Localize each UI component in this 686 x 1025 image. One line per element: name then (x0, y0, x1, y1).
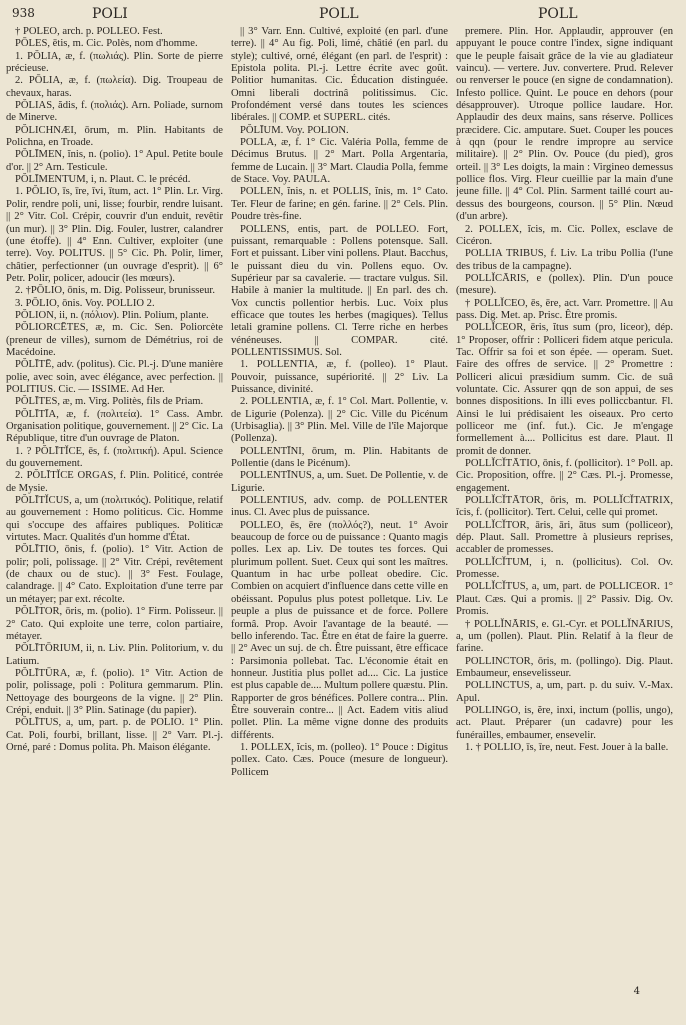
dictionary-entry: 2. PŎLĪTĬCE ORGAS, f. Plin. Politicé, contrée de Mysie. (6, 470, 223, 494)
dictionary-entry: || 3° Varr. Enn. Cultivé, exploité (en parl. d'une terre). || 4° Au fig. Poli, limé, châtié (en parl. du style); cultivé, orné, élégant (en parl. de l'esprit) : Epistola polita. Pl.-j. Lettre écrite avec goût. Politior humanitas. Cic. Éducation distinguée. Omni liberali doctrinâ politissimus. Cic. Profondément versé dans toutes les sciences libérales. || COMP. et SUPERL. cités. (231, 26, 448, 124)
dictionary-entry: POLLINCTOR, ōris, m. (pollingo). Dig. Plaut. Embaumeur, ensevelisseur. (456, 655, 673, 679)
dictionary-entry: † POLLĬNĀRIS, e. Gl.-Cyr. et POLLĬNĀRIUS, a, um (pollen). Plaut. Plin. Relatif à la fleur de farine. (456, 618, 673, 655)
dictionary-entry: POLLĬCĬTĀTIO, ōnis, f. (pollicitor). 1° Poll. ap. Cic. Proposition, offre. || 2° Cæs. Pl.-j. Promesse, engagement. (456, 458, 673, 494)
dictionary-entry: 1. † POLLIO, īs, īre, neut. Fest. Jouer à la balle. (465, 741, 669, 753)
dictionary-entry: PŎLĪUM. Voy. POLION. (240, 124, 349, 136)
dictionary-entry: 3. PŌLIO, ōnis. Voy. POLLIO 2. (15, 297, 155, 309)
column-right (456, 26, 673, 1021)
dictionary-entry: PŎLĪTOR, ōris, m. (polio). 1° Firm. Polisseur. || 2° Cato. Qui exploite une terre, colon partiaire, métayer. (6, 606, 223, 642)
dictionary-entry: PŎLĪTŪRA, æ, f. (polio). 1° Vitr. Action de polir, polissage, poli : Politura gemmarum. Plin. Nettoyage des bourgeons de la vigne. || 2° Plin. Crépi, enduit. || 3° Plin. Satinage (du papier). (6, 667, 223, 716)
dictionary-entry: 2. POLLENTIA, æ, f. 1° Col. Mart. Pollentie, v. de Ligurie (Polenza). || 2° Cic. Ville du Picénum (Urbisaglia). || 3° Plin. Mel. Ville de l'île Majorque (Pollenza). (231, 396, 448, 445)
dictionary-entry: POLLENTĪNI, ōrum, m. Plin. Habitants de Pollentie (dans le Picénum). (231, 445, 448, 470)
dictionary-entry: POLLĬCĬTĀTOR, ōris, m. POLLĬCĬTATRIX, īcis, f. (pollicitor). Tert. Celui, celle qui promet. (456, 495, 673, 519)
dictionary-entry: † POLLĬCEO, ēs, ēre, act. Varr. Promettre. || Au pass. Dig. Met. ap. Prisc. Être promis. (456, 297, 673, 321)
dictionary-entry: PŎLĪTĪA, æ, f. (πολιτεία). 1° Cass. Ambr. Organisation politique, gouvernement. || 2° Cic. La République, titre d'un ouvrage de Platon. (6, 408, 223, 445)
guide-word-right: POLL (538, 6, 578, 22)
dictionary-entry: premere. Plin. Hor. Applaudir, approuver (en appuyant le pouce contre l'index, signe indiquant que le peuple faisait grâce de la vie au gladiateur vaincu). — vertere. Juv. convertere. Prud. Relever ou renverser le pouce (en signe de condamnation). Infesto pollice. Quint. Le pouce en dehors (pour désapprouver). Utroque pollice laudare. Hor. Applaudir des deux mains, sans réserve. Pollices præcidere. Cic. amputare. Suet. Couper les pouces à qqn (pour le rendre impropre au service militaire). || 2° Plin. Ov. Pouce (du pied), gros orteil. || 3° Les doigts, la main : Virgineo demessus pollice flos. Virg. Fleur cueillie par la main d'une jeune fille. || 4° Col. Plin. Sarment taillé court au-dessus des bourgeons, courson. || 5° Plin. Nœud (d'un arbre). (456, 26, 673, 223)
dictionary-entry: POLLĬCĬTUM, i, n. (pollicitus). Col. Ov. Promesse. (456, 556, 673, 581)
dictionary-entry: † POLEO, arch. p. POLLEO. Fest. (15, 26, 163, 37)
dictionary-entry: PŎLĪTES, æ, m. Virg. Politès, fils de Priam. (15, 396, 204, 408)
dictionary-entry: POLLINGO, is, ĕre, inxi, inctum (pollis, ungo), act. Plaut. Préparer (un cadavre) pour les funérailles, embaumer, ensevelir. (456, 704, 673, 741)
dictionary-entry: POLLENS, entis, part. de POLLEO. Fort, puissant, remarquable : Pollens potensque. Sall. Fort et puissant. Liber vini pollens. Plaut. Bacchus, le puissant dieu du vin. Pollens equo. Ov. Supérieur par sa cavalerie. — tractare vulgus. Sil. Habile à manier la multitude. || En parl. des ch. Vox cunctis pollentior herbis. Luc. Voix plus efficace que toutes les herbes (magiques). Tellus letali gramine pollens. Cl. Terre riche en herbes vénéneuses. || COMPAR. cité. POLLENTISSIMUS. Sol. (231, 223, 448, 358)
dictionary-entry: 1. ? PŎLĪTĬCE, ēs, f. (πολιτική). Apul. Science du gouvernement. (6, 445, 223, 470)
columns (6, 26, 678, 1021)
dictionary-entry: POLLENTIUS, adv. comp. de POLLENTER inus. Cl. Avec plus de puissance. (231, 495, 448, 519)
dictionary-entry: POLLA, æ, f. 1° Cic. Valéria Polla, femme de Décimus Brutus. || 2° Mart. Polla Argentaria, femme de Lucain. || 3° Mart. Claudia Polla, femme de Stace. Voy. PAULA. (231, 137, 448, 186)
dictionary-entry: PŎLĪTĒ, adv. (politus). Cic. Pl.-j. D'une manière polie, avec soin, avec élégance, avec perfection. || POLITIUS. Cic. — ISSIME. Ad Her. (6, 359, 223, 395)
dictionary-entry: PŌLES, ētis, m. Cic. Polès, nom d'homme. (15, 38, 198, 50)
column-middle (231, 26, 448, 1021)
dictionary-entry: POLLĬCEOR, ēris, ĭtus sum (pro, liceor), dép. 1° Proposer, offrir : Polliceri fidem atque pericula. Tac. Offrir sa foi et son épée. — operam. Suet. Faire des offres de service. || 2° Promettre : Polliceri alicui præsidium summ. Cic. de suâ voluntate. Cic. Assurer qqn de son appui, de ses bonnes dispositions. In illi eves polliccbantur. Fl. Ainsi le lui prédisaient les oiseaux. Pro certo polliceor me (inf. fut.). Cic. Je m'engage formellement à.... Pollicitus est dare. Plaut. Il promit de donner. (456, 322, 673, 457)
footer-mark: 4 (633, 986, 640, 997)
dictionary-entry: PŎLĪTĬCUS, a, um (πολιτικός). Politique, relatif au gouvernement : Homo politicus. Cic. Homme qui s'occupe des affaires publiques. Politicæ virtutes. Macr. Qualités d'un homme d'État. (6, 495, 223, 544)
guide-word-left: POLI (92, 6, 128, 22)
guide-word-center: POLL (319, 6, 359, 22)
dictionary-entry: PŎLĪMEN, ĭnis, n. (polio). 1° Apul. Petite boule d'or. || 2° Arn. Testicule. (6, 149, 223, 173)
dictionary-entry: PŎLĪTIO, ōnis, f. (polio). 1° Vitr. Action de polir; poli, polissage. || 2° Vitr. Crépi, revêtement (de chaux ou de stuc). || 3° Fest. Foulage, calandrage. || 4° Cato. Exploitation d'une terre par un métayer; par ext. récolte. (6, 544, 223, 605)
dictionary-entry: 1. PŎLIO, īs, īre, īvi, ītum, act. 1° Plin. Lr. Virg. Polir, rendre poli, uni, lisse; fourbir, rendre luisant. || 2° Vitr. Col. Crépir, couvrir d'un enduit, revêtir (un mur). || 3° Plin. Dig. Fouler, lustrer, calandrer (une étoffe). || 4° Enn. Cultiver, exploiter (une terre). Voy. POLITUS. || 5° Cic. Ph. Polir, limer, châtier, perfectionner (un ouvrage d'esprit). || 6° Petr. Polir, policer, adoucir (les mœurs). (6, 186, 223, 284)
dictionary-entry: 2. †PŌLIO, ōnis, m. Dig. Polisseur, brunisseur. (15, 285, 215, 297)
dictionary-entry: POLLĬCĬTUS, a, um, part. de POLLICEOR. 1° Plaut. Cæs. Qui a promis. || 2° Passiv. Dig. Ov. Promis. (456, 581, 673, 618)
dictionary-entry: PŎLĪTUS, a, um, part. p. de POLIO. 1° Plin. Cat. Poli, fourbi, brillant, lisse. || 2° Varr. Pl.-j. Orné, paré : Domus polita. Ph. Maison élégante. (6, 717, 223, 753)
dictionary-entry: POLLENTĪNUS, a, um. Suet. De Pollentie, v. de Ligurie. (231, 470, 448, 494)
dictionary-entry: POLLINCTUS, a, um, part. p. du suiv. V.-Max. Apul. (456, 680, 673, 704)
dictionary-entry: POLLEO, ēs, ēre (πολλός?), neut. 1° Avoir beaucoup de force ou de puissance : Quanto magis polles. Lex ap. Liv. De toutes tes forces. Qui plurimum pollent. Suet. Ceux qui sont les maîtres. Quantum in hac urbe polleat obedire. Cic. Combien on acquiert d'influence dans cette ville en obéissant. Populus plus potest polletque. Liv. Le peuple a plus de puissance et de force. Pollere formâ. Prop. Avoir l'avantage de la beauté. — bello inferendo. Tac. Être en état de faire la guerre. || 2° Avec un suj. de ch. Être puissant, être efficace : Parsimonia pollebat. Tac. L'économie était en honneur. Justitia plus pollet ad.... Cic. La justice est plus capable de.... Multum pollere quæstu. Plin. Rapporter de gros bénéfices. Pollere contra... Plin. Être souverain contre... || Act. Eadem vitis aliud pollet. Plin. La même vigne donne des produits différents. (231, 519, 448, 741)
running-header (6, 4, 678, 24)
dictionary-entry: PŎLION, ii, n. (πόλιον). Plin. Polium, plante. (15, 309, 209, 321)
dictionary-entry: 2. POLLEX, ĭcis, m. Cic. Pollex, esclave de Cicéron. (456, 223, 673, 247)
dictionary-entry: 1. POLLENTIA, æ, f. (polleo). 1° Plaut. Pouvoir, puissance, supériorité. || 2° Liv. La Puissance, divinité. (231, 359, 448, 395)
dictionary-entry: PŎLĪMENTUM, i, n. Plaut. C. le précéd. (15, 174, 191, 186)
dictionary-entry: POLLIA TRIBUS, f. Liv. La tribu Pollia (l'une des tribus de la campagne). (456, 248, 673, 272)
column-left (6, 26, 223, 1021)
dictionary-entry: PŎLIORCĒTES, æ, m. Cic. Sen. Poliorcète (preneur de villes), surnom de Démétrius, roi de Macédoine. (6, 322, 223, 358)
dictionary-entry: POLLĬCĀRIS, e (pollex). Plin. D'un pouce (mesure). (456, 272, 673, 297)
dictionary-entry: POLLEN, ĭnis, n. et POLLIS, ĭnis, m. 1° Cato. Ter. Fleur de farine; en gén. farine. || 2° Cels. Plin. Poudre très-fine. (231, 186, 448, 223)
dictionary-entry: PŎLICHNÆI, ōrum, m. Plin. Habitants de Polichna, en Troade. (6, 124, 223, 149)
dictionary-entry: POLLĬCĬTOR, āris, āri, ātus sum (polliceor), dép. Plaut. Sall. Promettre à plusieurs reprises, accabler de promesses. (456, 519, 673, 556)
page-number: 938 (12, 6, 35, 20)
dictionary-entry: 1. POLLEX, ĭcis, m. (polleo). 1° Pouce : Digitus pollex. Cato. Cæs. Pouce (mesure de longueur). Pollicem (231, 741, 448, 778)
dictionary-entry: PŎLIAS, ădis, f. (πολιάς). Arn. Poliade, surnom de Minerve. (6, 100, 223, 124)
dictionary-entry: 1. PŎLIA, æ, f. (πωλιάς). Plin. Sorte de pierre précieuse. (6, 50, 223, 75)
dictionary-entry: PŎLĪTŌRIUM, ii, n. Liv. Plin. Politorium, v. du Latium. (6, 643, 223, 667)
dictionary-entry: 2. PŌLIA, æ, f. (πωλεία). Dig. Troupeau de chevaux, haras. (6, 75, 223, 99)
